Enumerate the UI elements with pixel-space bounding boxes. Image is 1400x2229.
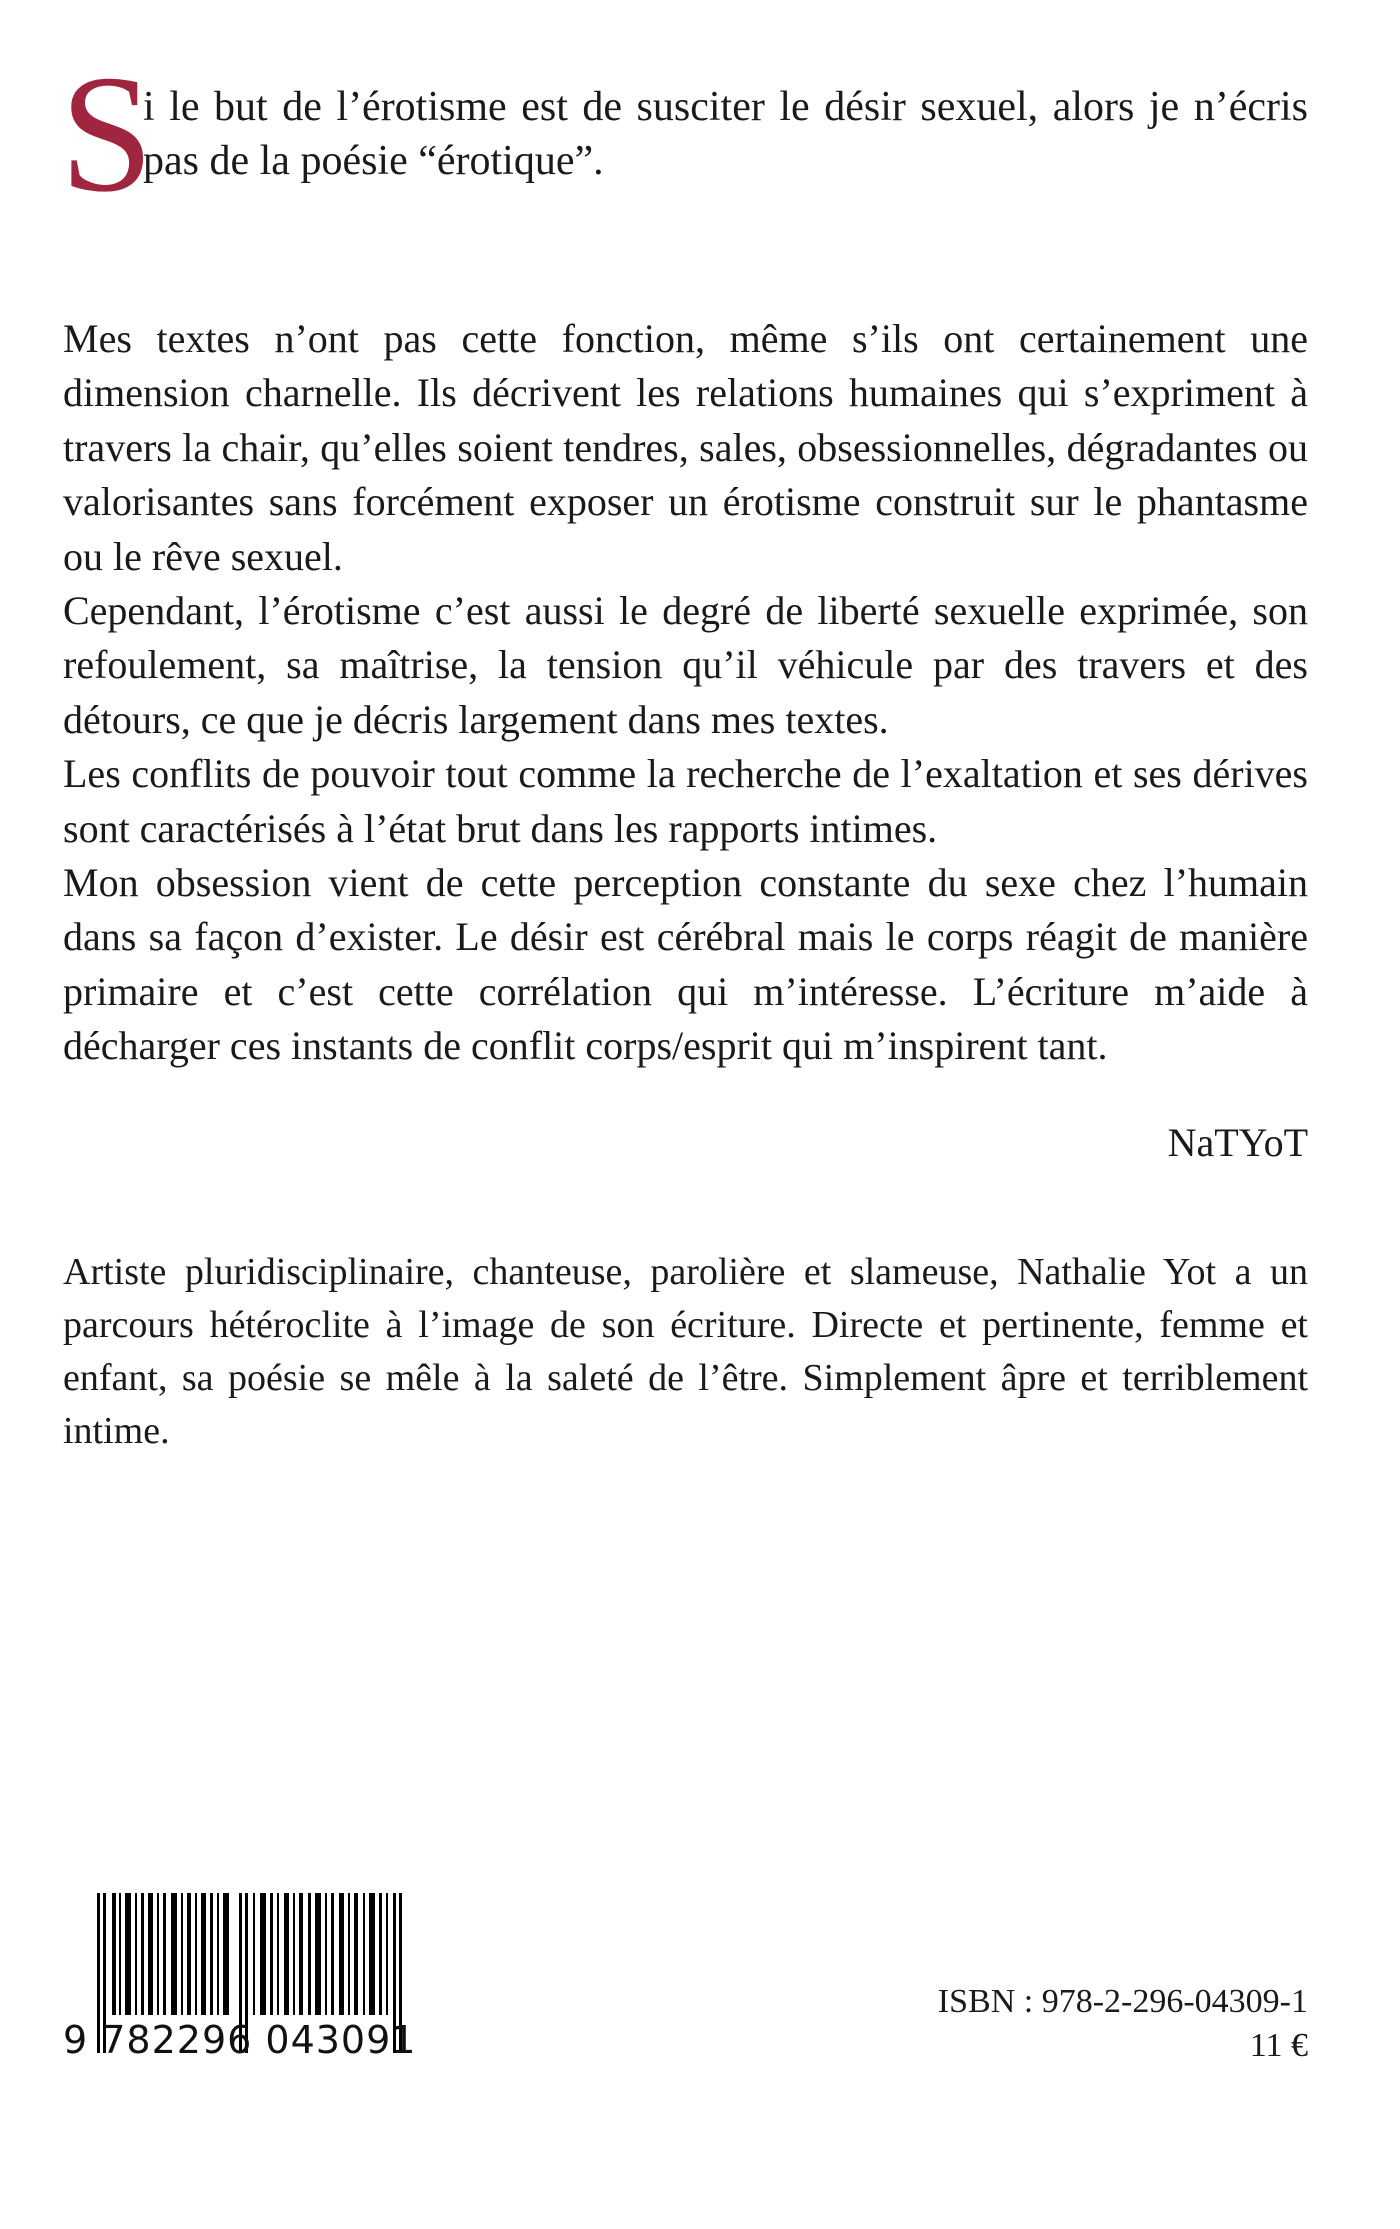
price: 11 € xyxy=(1249,2027,1308,2064)
paragraph-2: Cependant, l’érotisme c’est aussi le degré de liberté sexuelle exprimée, son refoulement, sa maîtrise, la tension qu’il véhicule par des travers et des détours, ce que je décris largement dans mes textes. xyxy=(63,588,1308,742)
intro-line-1: i le but de l’érotisme est de susciter le désir sexuel, alors je n’écris xyxy=(143,84,1308,130)
barcode-bar xyxy=(315,1893,321,2015)
barcode-bar xyxy=(293,1893,295,2015)
paragraph-1: Mes textes n’ont pas cette fonction, même s’ils ont certainement une dimension charnelle. Ils décrivent les relations humaines qui s’expriment à travers la chair, qu’elles soient tendres, sales, obsessionnelles, dégradantes ou valorisantes sans forcément exposer un érotisme construit sur le phantasme ou le rêve sexuel. xyxy=(63,316,1308,579)
back-cover xyxy=(60,41,1308,1458)
barcode-bar xyxy=(339,1893,344,2015)
barcode-bar xyxy=(325,1893,327,2015)
barcode-bar xyxy=(354,1893,358,2015)
isbn-number: ISBN : 978-2-296-04309-1 xyxy=(937,1983,1308,2020)
barcode-bar xyxy=(125,1893,131,2015)
author-bio: Artiste pluridisciplinaire, chanteuse, parolière et slameuse, Nathalie Yot a un parcours hétéroclite à l’image de son écriture. Directe et pertinente, femme et enfant, sa poésie se mêle à la saleté de l’être. Simplement âpre et terriblement intime. xyxy=(63,1250,1308,1452)
barcode-bar xyxy=(163,1893,166,2015)
intro-text xyxy=(143,80,1308,188)
barcode-bar xyxy=(277,1893,279,2015)
barcode-bar xyxy=(181,1893,183,2015)
barcode-digits: 9 782296 043091 xyxy=(63,2018,417,2062)
main-text xyxy=(63,312,1308,1074)
barcode-bar xyxy=(187,1893,191,2015)
barcode-bar xyxy=(112,1893,116,2015)
barcode-bar xyxy=(148,1893,153,2015)
barcode-bar xyxy=(135,1893,137,2015)
barcode-bar xyxy=(331,1893,334,2015)
barcode-bar xyxy=(379,1893,382,2015)
barcode-bar xyxy=(217,1893,219,2015)
barcode-bar xyxy=(260,1893,266,2015)
barcode-bar xyxy=(223,1893,229,2015)
author-signature: NaTYoT xyxy=(1167,1119,1308,1165)
barcode-bar xyxy=(348,1893,350,2015)
barcode-bar xyxy=(386,1893,388,2015)
paragraph-4: Mon obsession vient de cette perception constante du sexe chez l’humain dans sa façon d’exister. Le désir est cérébral mais le corps réagit de manière primaire et c’est cette corrélation qui m’intéresse. L’écriture m’aide à décharger ces instants de conflit corps/esprit qui m’inspirent tant. xyxy=(63,860,1308,1069)
isbn-block xyxy=(938,1980,1308,2068)
intro-line-2: pas de la poésie “érotique”. xyxy=(143,138,604,184)
barcode-bar xyxy=(210,1893,213,2015)
drop-cap: S xyxy=(60,41,154,227)
barcode-bar xyxy=(363,1893,365,2015)
barcode-bar xyxy=(253,1893,255,2015)
barcode-bar xyxy=(141,1893,144,2015)
barcode-bar xyxy=(369,1893,375,2015)
barcode-bar xyxy=(308,1893,311,2015)
barcode-bar xyxy=(284,1893,289,2015)
barcode-bar xyxy=(119,1893,121,2015)
barcode-bar xyxy=(299,1893,303,2015)
barcode-bar xyxy=(195,1893,197,2015)
barcode-bar xyxy=(270,1893,273,2015)
barcode-bar xyxy=(201,1893,206,2015)
barcode-bar xyxy=(157,1893,159,2015)
barcode-bar xyxy=(171,1893,177,2015)
paragraph-3: Les conflits de pouvoir tout comme la recherche de l’exaltation et ses dérives sont caractérisés à l’état brut dans les rapports intimes. xyxy=(63,751,1308,851)
intro-paragraph xyxy=(60,41,1308,227)
